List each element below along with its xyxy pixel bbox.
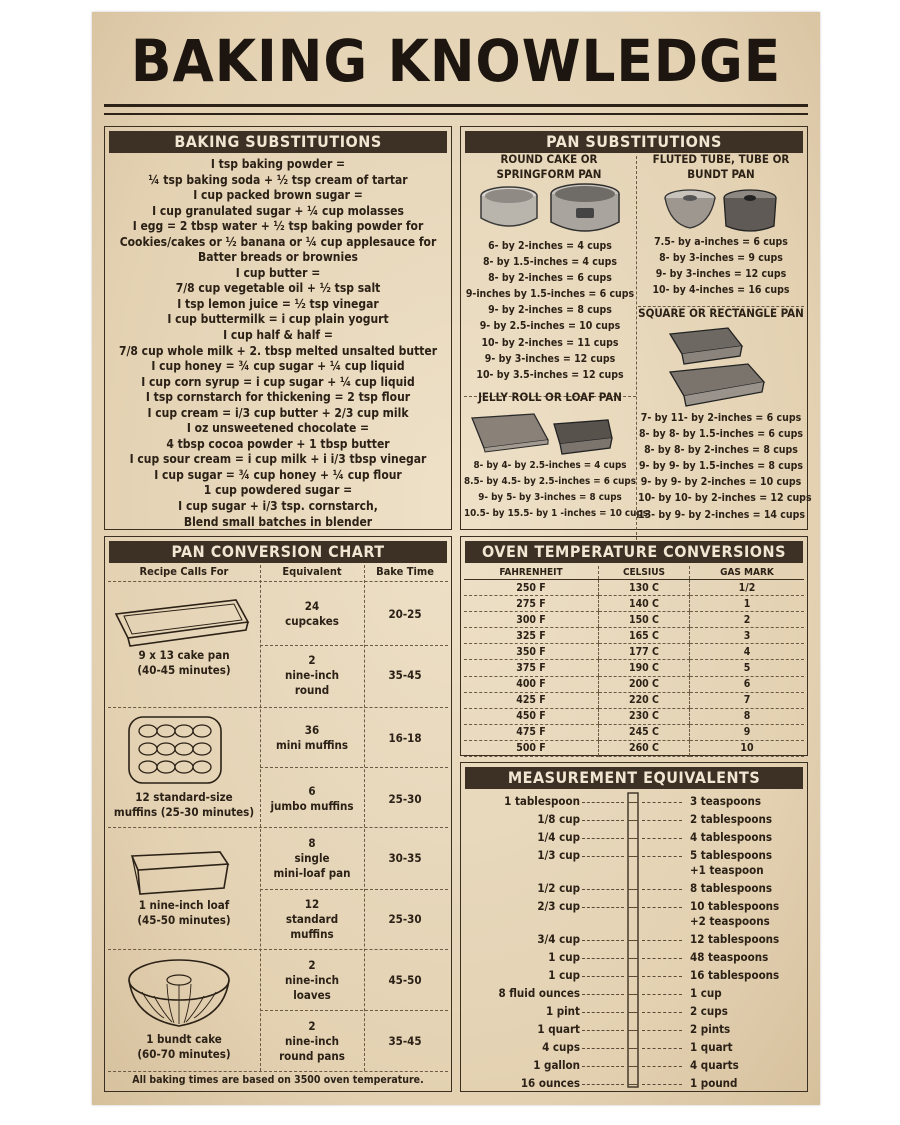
pan-size-line: 8- by 2-inches = 6 cups	[488, 272, 612, 285]
substitution-line: 1 cup powdered sugar =	[203, 483, 353, 498]
oven-temperature-header: OVEN TEMPERATURE CONVERSIONS	[465, 541, 803, 563]
oven-cell: 2	[689, 612, 804, 628]
measure-dash	[642, 994, 682, 995]
pan-conversion-footnote: All baking times are based on 3500 oven temperature.	[132, 1074, 424, 1086]
substitution-line: I tsp cornstarch for thickening = 2 tsp flour	[145, 390, 411, 405]
measure-left: 1 gallon	[533, 1058, 580, 1072]
oven-cell: 220 C	[599, 692, 690, 708]
measure-left: 1 cup	[548, 968, 580, 982]
oven-cell: 4	[689, 644, 804, 660]
substitution-line: I tsp lemon juice = ½ tsp vinegar	[177, 296, 379, 311]
oven-row	[464, 644, 804, 660]
bake-time-cell: 35-45	[388, 667, 422, 682]
col-equivalent-header: Equivalent	[282, 565, 342, 578]
square-pan-illustration	[666, 324, 776, 408]
oven-cell: 130 C	[599, 580, 690, 596]
cake-pan-9x13-illustration	[112, 592, 252, 648]
measure-dash	[582, 1030, 624, 1031]
measure-dash	[642, 1084, 682, 1085]
ruler-tick	[628, 802, 638, 803]
measure-right: 1 pound	[690, 1076, 738, 1090]
recipe-caption: 9 x 13 cake pan (40-45 minutes)	[137, 648, 231, 677]
oven-row	[464, 676, 804, 692]
ruler-tick	[628, 907, 638, 908]
pan-size-line: 9- by 3-inches = 12 cups	[655, 268, 787, 281]
pan-size-line: 8- by 8- by 2-inches = 8 cups	[644, 444, 798, 457]
oven-cell: 150 C	[599, 612, 690, 628]
oven-cell: 10	[689, 740, 804, 756]
ruler-tick	[628, 820, 638, 821]
ruler-tick	[628, 994, 638, 995]
pan-size-line: 10- by 3.5-inches = 12 cups	[476, 368, 624, 381]
measure-left: 1/8 cup	[537, 812, 580, 826]
oven-cell: 400 F	[464, 676, 599, 692]
measure-dash	[582, 1012, 624, 1013]
title-rule-thin	[104, 113, 808, 115]
oven-cell: 500 F	[464, 740, 599, 756]
ruler-tick	[628, 838, 638, 839]
substitution-line: I cup cream = i/3 cup butter + 2/3 cup milk	[147, 405, 409, 420]
bake-time-cell: 16-18	[388, 730, 422, 745]
oven-row	[464, 724, 804, 740]
bake-time-cell: 35-45	[388, 1033, 422, 1048]
baking-substitutions-header: BAKING SUBSTITUTIONS	[109, 131, 447, 153]
pan-size-line: 7.5- by a-inches = 6 cups	[654, 236, 788, 248]
fluted-pan-title: FLUTED TUBE, TUBE OR BUNDT PAN	[652, 152, 790, 181]
substitution-line: 4 tbsp cocoa powder + 1 tbsp butter	[166, 436, 390, 451]
oven-row	[464, 612, 804, 628]
round-pan-sizes	[464, 238, 636, 383]
bake-time-cell: 25-30	[388, 791, 422, 806]
measure-right: 10 tablespoons +2 teaspoons	[690, 899, 780, 928]
measure-right: 4 tablespoons	[690, 830, 773, 844]
pan-size-line: 8- by 8- by 1.5-inches = 6 cups	[638, 428, 803, 441]
ruler-tick	[628, 856, 638, 857]
measure-dash	[582, 958, 624, 959]
equivalent-cell: 6 jumbo muffins	[270, 784, 354, 813]
oven-cell: 325 F	[464, 628, 599, 644]
measure-dash	[642, 907, 682, 908]
pan-sub-divider	[636, 156, 637, 540]
oven-cell: 140 C	[599, 596, 690, 612]
pan-conversion-row	[260, 583, 448, 645]
pan-size-line: 10- by 10- by 2-inches = 12 cups	[638, 492, 812, 505]
measure-right: 16 tablespoons	[690, 968, 780, 982]
substitution-line: I egg = 2 tbsp water + ½ tsp baking powder for	[132, 219, 424, 234]
ruler-tick	[628, 1048, 638, 1049]
measure-dash	[582, 802, 624, 803]
bake-time-cell: 45-50	[388, 972, 422, 987]
pan-size-line: 10- by 2-inches = 11 cups	[481, 336, 619, 349]
equivalent-cell: 36 mini muffins	[275, 723, 349, 752]
equivalent-cell: 2 nine-inch loaves	[284, 957, 339, 1002]
pan-size-line: 8.5- by 4.5- by 2.5-inches = 6 cups	[464, 476, 636, 488]
oven-cell: 230 C	[599, 708, 690, 724]
recipe-caption: 1 bundt cake (60-70 minutes)	[137, 1032, 231, 1061]
oven-cell: 475 F	[464, 724, 599, 740]
oven-cell: 1	[689, 596, 804, 612]
pan-conversion-header: PAN CONVERSION CHART	[109, 541, 447, 563]
substitution-line: I cup sour cream = i cup milk + i i/3 tbsp vinegar	[129, 452, 427, 467]
oven-row	[464, 580, 804, 596]
measure-dash	[642, 802, 682, 803]
oven-cell: 3	[689, 628, 804, 644]
ruler-tick	[628, 1012, 638, 1013]
measure-right: 48 teaspoons	[690, 950, 769, 964]
oven-row	[464, 660, 804, 676]
baking-substitutions-panel	[104, 126, 452, 530]
measure-right: 2 pints	[690, 1022, 731, 1036]
measure-right: 2 cups	[690, 1004, 728, 1018]
fluted-pan-sizes	[638, 234, 804, 298]
pan-substitutions-header: PAN SUBSTITUTIONS	[465, 131, 803, 153]
pan-size-line: 9- by 9- by 2-inches = 10 cups	[640, 476, 802, 489]
bake-time-cell: 25-30	[388, 911, 422, 926]
oven-cell: 450 F	[464, 708, 599, 724]
poster	[92, 12, 820, 1105]
measure-dash	[642, 1066, 682, 1067]
substitution-line: 7/8 cup vegetable oil + ½ tsp salt	[175, 281, 381, 296]
measure-dash	[642, 856, 682, 857]
oven-cell: 5	[689, 660, 804, 676]
substitution-line: Blend small batches in blender	[183, 514, 373, 529]
bake-time-cell: 20-25	[388, 606, 422, 621]
pan-conversion-row	[260, 769, 448, 829]
ruler-tick	[628, 958, 638, 959]
pan-size-line: 9- by 5- by 3-inches = 8 cups	[478, 492, 622, 504]
ruler-tick	[628, 940, 638, 941]
pan-size-line: 10.5- by 15.5- by 1 -inches = 10 cups	[464, 508, 648, 520]
ruler-tick	[628, 889, 638, 890]
substitution-line: Batter breads or brownies	[198, 250, 358, 265]
oven-cell: 6	[689, 676, 804, 692]
equivalent-cell: 2 nine-inch round	[284, 652, 339, 697]
equivalent-cell: 12 standard muffins	[285, 896, 339, 941]
oven-cell: 200 C	[599, 676, 690, 692]
measure-dash	[642, 1012, 682, 1013]
oven-row	[464, 628, 804, 644]
measure-left: 4 cups	[542, 1040, 580, 1054]
measure-dash	[582, 994, 624, 995]
oven-cell: 9	[689, 724, 804, 740]
pan-size-line: 9- by 3-inches = 12 cups	[484, 352, 616, 365]
measure-dash	[582, 976, 624, 977]
oven-cell: 7	[689, 692, 804, 708]
measure-left: 1 quart	[537, 1022, 580, 1036]
baking-substitutions-list	[109, 157, 447, 530]
measure-dash	[642, 1048, 682, 1049]
measure-dash	[642, 958, 682, 959]
recipe-caption: 1 nine-inch loaf (45-50 minutes)	[137, 898, 231, 927]
substitution-line: I cup sugar = ¾ cup honey + ¼ cup flour	[154, 467, 402, 482]
substitution-line: 7/8 cup whole milk + 2. tbsp melted unsalted butter	[118, 343, 438, 358]
pan-conversion-row	[260, 951, 448, 1009]
measure-dash	[642, 820, 682, 821]
measure-right: 2 tablespoons	[690, 812, 773, 826]
pc-group-rule	[108, 949, 448, 950]
measure-right: 12 tablespoons	[690, 932, 780, 946]
substitution-line: I tsp baking powder =	[210, 157, 346, 171]
oven-row	[464, 692, 804, 708]
pan-size-line: 6- by 2-inches = 4 cups	[488, 240, 612, 252]
measure-right: 1 quart	[690, 1040, 733, 1054]
measure-dash	[582, 820, 624, 821]
measure-left: 1 tablespoon	[504, 794, 580, 808]
ruler-tick	[628, 976, 638, 977]
oven-cell: 1/2	[689, 580, 804, 596]
ruler-tick	[628, 1066, 638, 1067]
oven-cell: 260 C	[599, 740, 690, 756]
oven-cell: 250 F	[464, 580, 599, 596]
pan-conversion-row	[260, 889, 448, 949]
pan-conversion-row	[260, 829, 448, 887]
pc-header-rule	[108, 581, 448, 582]
oven-cell: 300 F	[464, 612, 599, 628]
measure-dash	[642, 889, 682, 890]
equivalent-cell: 2 nine-inch round pans	[279, 1018, 345, 1063]
muffin-tin-illustration	[126, 714, 226, 788]
measure-right: 8 tablespoons	[690, 881, 773, 895]
oven-row	[464, 740, 804, 756]
measure-right: 3 teaspoons	[690, 794, 762, 808]
oven-cell: 375 F	[464, 660, 599, 676]
substitution-line: I cup buttermilk = i cup plain yogurt	[167, 312, 389, 327]
round-pan-illustration	[478, 182, 628, 240]
substitution-line: I cup packed brown sugar =	[193, 188, 363, 203]
pc-group-rule	[108, 707, 448, 708]
substitution-line: I oz unsweetened chocolate =	[186, 421, 370, 436]
measure-left: 1/3 cup	[537, 848, 580, 862]
oven-cell: 165 C	[599, 628, 690, 644]
oven-cell: 425 F	[464, 692, 599, 708]
pan-size-line: 7- by 11- by 2-inches = 6 cups	[640, 412, 802, 424]
col-bake-time-header: Bake Time	[376, 565, 434, 578]
measure-dash	[582, 907, 624, 908]
pc-footer-rule	[108, 1071, 448, 1072]
oven-column-header: FAHRENHEIT	[464, 566, 599, 580]
pc-row-rule	[260, 767, 448, 768]
title-rule	[104, 104, 808, 107]
bundt-pan-illustration	[662, 186, 782, 236]
substitution-line: I cup butter =	[235, 265, 321, 280]
measure-dash	[582, 1066, 624, 1067]
measure-dash	[582, 940, 624, 941]
measure-dash	[582, 1048, 624, 1049]
measure-left: 1 pint	[545, 1004, 580, 1018]
pan-size-line: 8- by 3-inches = 9 cups	[659, 252, 783, 265]
measure-dash	[642, 838, 682, 839]
substitution-line: I cup half & half =	[223, 328, 333, 343]
measure-dash	[642, 940, 682, 941]
measure-dash	[582, 856, 624, 857]
oven-temperature-table	[464, 566, 804, 757]
equivalent-cell: 24 cupcakes	[285, 599, 339, 628]
bake-time-cell: 30-35	[388, 850, 422, 865]
bundt-cake-pan-illustration	[124, 956, 234, 1032]
jelly-loaf-pan-illustration	[468, 410, 620, 456]
measure-left: 1/2 cup	[537, 881, 580, 895]
square-pan-sizes	[638, 410, 812, 523]
jelly-pan-title: JELLY ROLL OR LOAF PAN	[478, 390, 622, 404]
square-pan-title: SQUARE OR RECTANGLE PAN	[638, 306, 804, 320]
oven-row	[464, 708, 804, 724]
substitution-line: I cup honey = ¾ cup sugar + ¼ cup liquid	[151, 359, 405, 374]
oven-column-header: CELSIUS	[599, 566, 690, 580]
oven-cell: 190 C	[599, 660, 690, 676]
substitution-line: I cup granulated sugar + ¼ cup molasses	[152, 203, 404, 218]
ruler-tick	[628, 1030, 638, 1031]
oven-row	[464, 596, 804, 612]
round-pan-title: ROUND CAKE OR SPRINGFORM PAN	[496, 152, 602, 181]
measurement-header: MEASUREMENT EQUIVALENTS	[465, 767, 803, 789]
oven-cell: 245 C	[599, 724, 690, 740]
pan-size-line: 10- by 4-inches = 16 cups	[652, 284, 790, 297]
measure-left: 3/4 cup	[537, 932, 580, 946]
measure-dash	[582, 889, 624, 890]
substitution-line: ¼ tsp baking soda + ½ tsp cream of tartar	[148, 172, 408, 187]
poster-title: BAKING KNOWLEDGE	[130, 27, 782, 95]
pan-size-line: 8- by 4- by 2.5-inches = 4 cups	[473, 460, 627, 471]
measure-dash	[642, 1030, 682, 1031]
oven-cell: 275 F	[464, 596, 599, 612]
col-recipe-header: Recipe Calls For	[139, 565, 229, 578]
equivalent-cell: 8 single mini-loaf pan	[273, 835, 351, 880]
loaf-pan-illustration	[128, 848, 232, 898]
oven-cell: 8	[689, 708, 804, 724]
pan-conversion-row	[260, 1011, 448, 1071]
pan-size-line: 9- by 2-inches = 8 cups	[488, 304, 612, 317]
measure-left: 1 cup	[548, 950, 580, 964]
pan-conversion-row	[260, 645, 448, 705]
substitution-line: I cup corn syrup = i cup sugar + ¼ cup liquid	[141, 374, 415, 389]
pan-size-line: 8- by 1.5-inches = 4 cups	[482, 256, 618, 269]
pan-conversion-row	[260, 709, 448, 767]
substitution-line: Cookies/cakes or ½ banana or ¼ cup applesauce for	[119, 234, 437, 249]
measure-dash	[582, 1084, 624, 1085]
substitution-line: I cup sugar + i/3 tsp. cornstarch,	[178, 499, 378, 514]
measure-dash	[582, 838, 624, 839]
oven-column-header: GAS MARK	[689, 566, 804, 580]
measure-left: 2/3 cup	[537, 899, 580, 913]
pan-size-line: 13- by 9- by 2-inches = 14 cups	[638, 508, 805, 521]
pan-size-line: 9-inches by 1.5-inches = 6 cups	[465, 288, 635, 301]
oven-cell: 177 C	[599, 644, 690, 660]
measure-left: 16 ounces	[520, 1076, 580, 1090]
oven-cell: 350 F	[464, 644, 599, 660]
measure-left: 1/4 cup	[537, 830, 580, 844]
recipe-caption: 12 standard-size muffins (25-30 minutes)	[113, 790, 255, 819]
pan-size-line: 9- by 2.5-inches = 10 cups	[479, 320, 621, 333]
jelly-pan-sizes	[464, 458, 648, 522]
measure-left: 8 fluid ounces	[498, 986, 580, 1000]
ruler-tick	[628, 1084, 638, 1085]
measure-right: 5 tablespoons +1 teaspoon	[690, 848, 773, 877]
measure-right: 1 cup	[690, 986, 722, 1000]
measure-dash	[642, 976, 682, 977]
measure-right: 4 quarts	[690, 1058, 739, 1072]
pan-size-line: 9- by 9- by 1.5-inches = 8 cups	[638, 460, 803, 473]
